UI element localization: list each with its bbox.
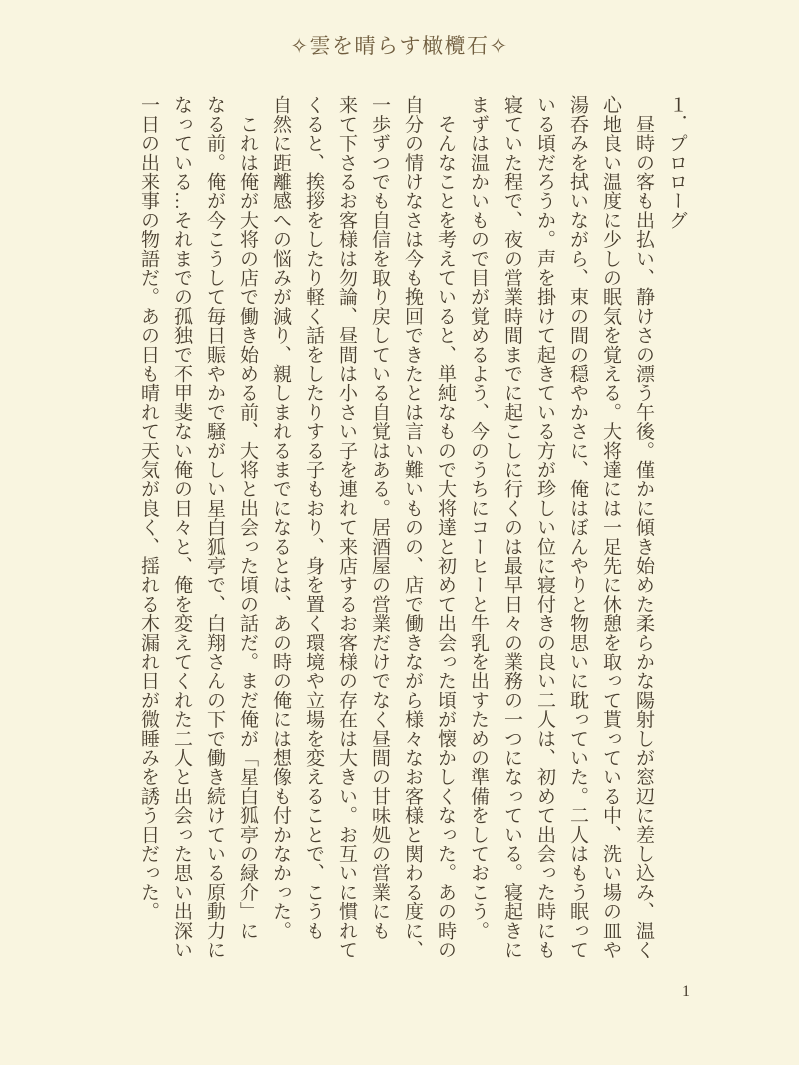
text-column: そんなことを考えていると、単純なもので大将達と初めて出会った頃が懐かしくなった。あの時の <box>435 95 456 959</box>
text-column: くると、挨拶をしたり軽く話をしたりする子もおり、身を置く環境や立場を変えることで、こうも <box>303 95 324 940</box>
text-column: 一歩ずつでも自信を取り戻している自覚はある。居酒屋の営業だけでなく昼間の甘味処の営業にも <box>369 95 390 940</box>
text-column: 一日の出来事の物語だ。あの日も晴れて天気が良く、揺れる木漏れ日が微睡みを誘う日だった。 <box>138 95 159 921</box>
text-column: 寝ていた程で、夜の営業時間までに起こしに行くのは最早日々の業務の一つになっている。寝起きに <box>501 95 522 959</box>
text-column: いる頃だろうか。声を掛けて起きている方が珍しい位に寝付きの良い二人は、初めて出会った時にも <box>534 95 555 959</box>
text-column: 昼時の客も出払い、静けさの漂う午後。僅かに傾き始めた柔らかな陽射しが窓辺に差し込み、温く <box>633 95 654 959</box>
text-column: 自然に距離感への悩みが減り、親しまれるまでになるとは、あの時の俺には想像も付かなかった。 <box>270 95 291 940</box>
text-column: これは俺が大将の店で働き始める前、大将と出会った頃の話だ。まだ俺が「星白狐亭の緑介」に <box>237 95 258 940</box>
text-column: 来て下さるお客様は勿論、昼間は小さい子を連れて来店するお客様の存在は大きい。お互いに慣れて <box>336 95 357 959</box>
text-column: 湯呑みを拭いながら、束の間の穏やかさに、俺はぼんやりと物思いに耽っていた。二人はもう眠って <box>567 95 588 959</box>
page-title: ✧雲を晴らす橄欖石✧ <box>290 34 509 58</box>
body-text <box>132 95 693 1000</box>
text-column: なっている…それまでの孤独で不甲斐ない俺の日々と、俺を変えてくれた二人と出会った思い出深い <box>171 95 192 960</box>
text-column: なる前。俺が今こうして毎日賑やかで騒がしい星白狐亭で、白翔さんの下で働き続けている原動力に <box>204 95 225 959</box>
text-column: １．プロローグ <box>666 95 687 230</box>
text-column: 自分の情けなさは今も挽回できたとは言い難いものの、店で働きながら様々なお客様と関わる度に、 <box>402 95 423 960</box>
text-column: まずは温かいもので目が覚めるよう、今のうちにコーヒーと牛乳を出すための準備をしておこう。 <box>468 95 489 940</box>
text-column: 心地良い温度に少しの眠気を覚える。大将達には一足先に休憩を取って貰っている中、洗い場の皿や <box>600 95 621 960</box>
page-number: 1 <box>682 983 690 1000</box>
